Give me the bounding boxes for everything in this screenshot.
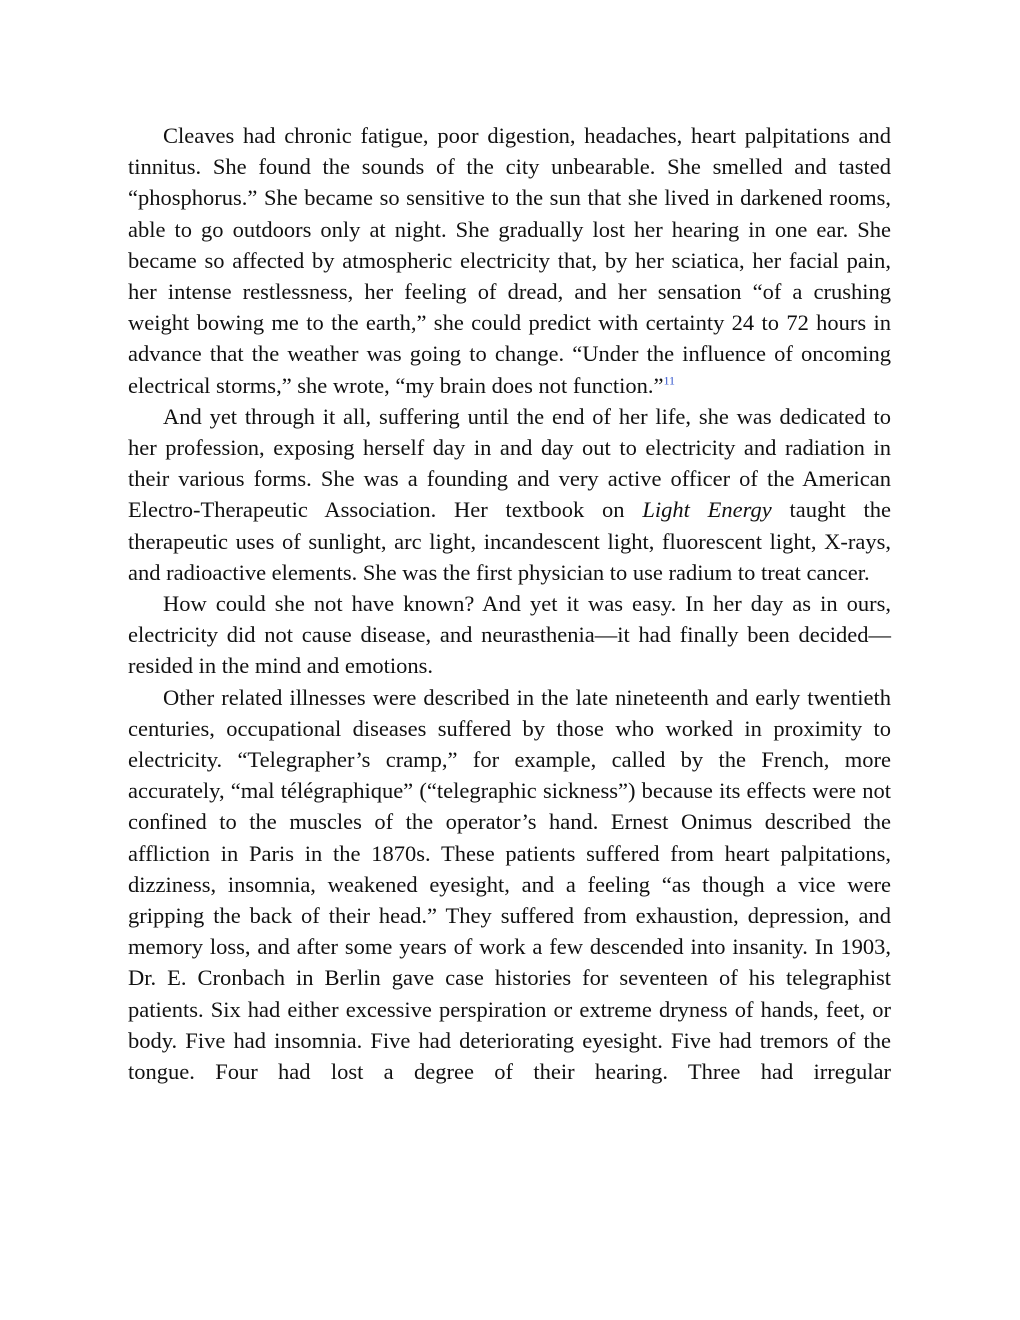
document-page (128, 120, 891, 1087)
paragraph-profession (128, 401, 891, 588)
paragraph-text: Other related illnesses were described in the late nineteenth and early twentieth centuries, occupational diseases suffered by those who worked in proximity to electricity. “Telegrapher’s cramp,” for example, called by the French, more accurately, “mal télégraphique” (“telegraphic sickness”) because its effects were not confined to the muscles of the operator’s hand. Ernest Onimus described the affliction in Paris in the 1870s. These patients suffered from heart palpitations, dizziness, insomnia, weakened eyesight, and a feeling “as though a vice were gripping the back of their head.” They suffered from exhaustion, depression, and memory loss, and after some years of work a few descended into insanity. In 1903, Dr. E. Cronbach in Berlin gave case histories for seventeen of his telegraphist patients. Six had either excessive perspiration or extreme dryness of hands, feet, or body. Five had insomnia. Five had deteriorating eyesight. Five had tremors of the tongue. Four had lost a degree of their hearing. Three had irregular (128, 684, 891, 1085)
paragraph-text: And yet through it all, suffering until the end of her life, she was dedicated to her profession, exposing herself day in and day out to electricity and radiation in their various forms. She was a founding and very active officer of the American Electro-Therapeutic Association. Her textbook on (128, 403, 891, 523)
paragraph-cleaves-symptoms (128, 120, 891, 401)
paragraph-how-could-she (128, 588, 891, 682)
paragraph-text: Cleaves had chronic fatigue, poor digestion, headaches, heart palpitations and tinnitus. She found the sounds of the city unbearable. She smelled and tasted “phosphorus.” She became so sensitive to the sun that she lived in darkened rooms, able to go outdoors only at night. She gradually lost her hearing in one ear. She became so affected by atmospheric electricity that, by her sciatica, her facial pain, her intense restlessness, her feeling of dread, and her sensation “of a crushing weight bowing me to the earth,” she could predict with certainty 24 to 72 hours in advance that the weather was going to change. “Under the influence of oncoming electrical storms,” she wrote, “my brain does not function.” (128, 123, 891, 398)
paragraph-related-illnesses (128, 682, 891, 1088)
paragraph-text: taught the therapeutic uses of sunlight, arc light, incandescent light, fluorescent light, X-rays, and radioactive elements. She was the first physician to use radium to treat cancer. (128, 497, 891, 585)
footnote-link[interactable]: 11 (663, 373, 676, 388)
paragraph-text: How could she not have known? And yet it was easy. In her day as in ours, electricity did not cause disease, and neurasthenia—it had finally been decided—resided in the mind and emotions. (128, 591, 891, 679)
book-title: Light Energy (642, 497, 772, 523)
